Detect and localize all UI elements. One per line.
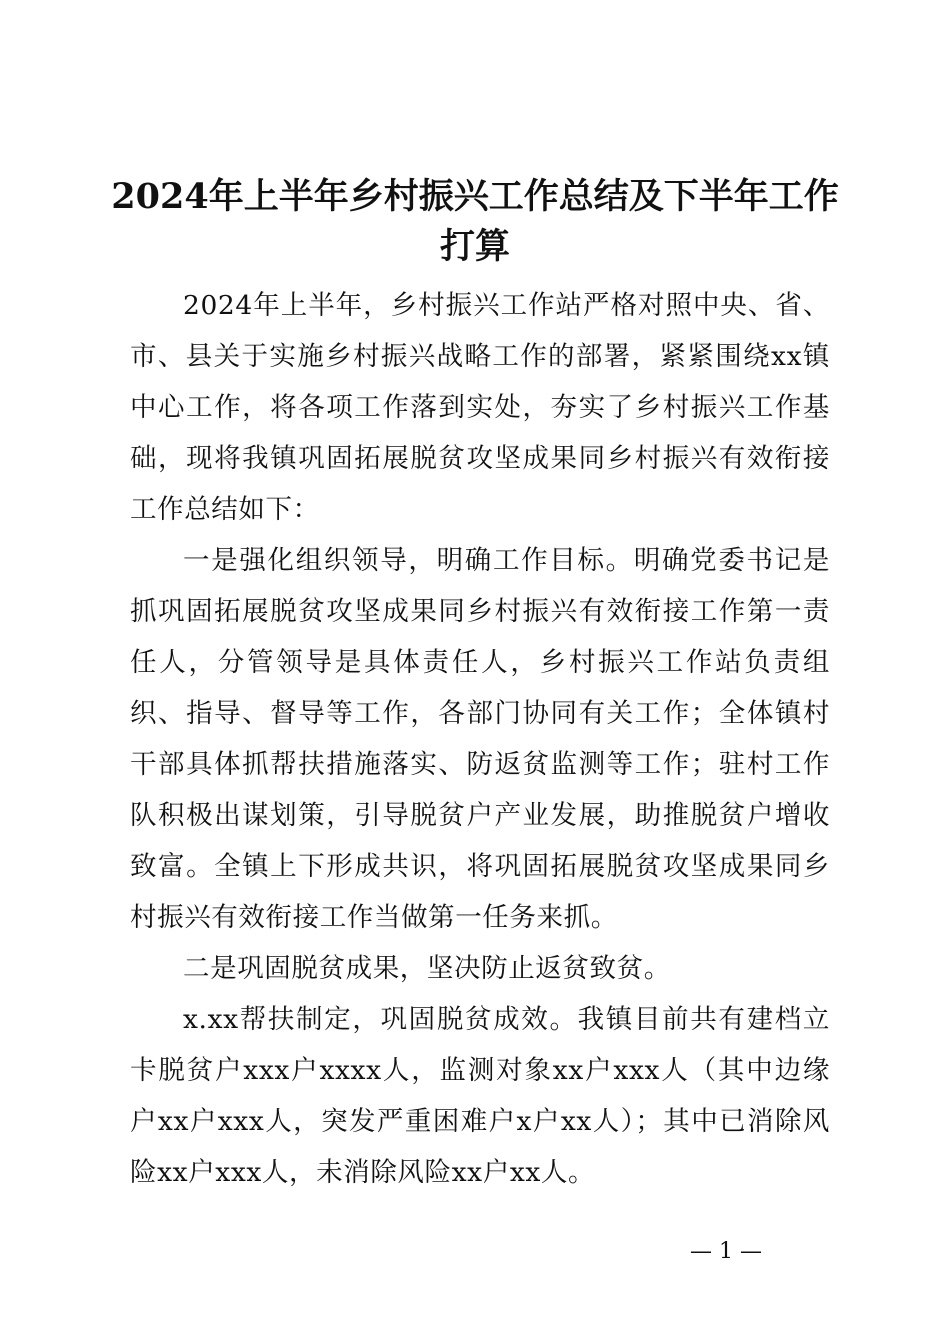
document-title: 2024年上半年乡村振兴工作总结及下半年工作打算 [111, 176, 839, 267]
paragraph-organization-leadership: 一是强化组织领导，明确工作目标。明确党委书记是抓巩固拓展脱贫攻坚成果同乡村振兴有效衔接工作第一责任人，分管领导是具体责任人，乡村振兴工作站负责组织、指导、督导等工作，各部门协同有关工作；全体镇村干部具体抓帮扶措施落实、防返贫监测等工作；驻村工作队积极出谋划策，引导脱贫户产业发展，助推脱贫户增收致富。全镇上下形成共识，将巩固拓展脱贫攻坚成果同乡村振兴有效衔接工作当做第一任务来抓。 [130, 545, 830, 933]
paragraph-intro: 2024年上半年，乡村振兴工作站严格对照中央、省、市、县关于实施乡村振兴战略工作的部署，紧紧围绕xx镇中心工作，将各项工作落到实处，夯实了乡村振兴工作基础，现将我镇巩固拓展脱贫攻坚成果同乡村振兴有效衔接工作总结如下： [130, 290, 830, 525]
document-body [130, 280, 830, 1198]
paragraph-consolidate-results: 二是巩固脱贫成果，坚决防止返贫致贫。 [183, 953, 671, 984]
paragraph-assistance-plan: x.xx帮扶制定，巩固脱贫成效。我镇目前共有建档立卡脱贫户xxx户xxxx人，监测对象xx户xxx人（其中边缘户xx户xxx人，突发严重困难户x户xx人）；其中已消除风险xx户xxx人，未消除风险xx户xx人。 [130, 1004, 830, 1188]
page-number: — 1 — [690, 1239, 762, 1264]
